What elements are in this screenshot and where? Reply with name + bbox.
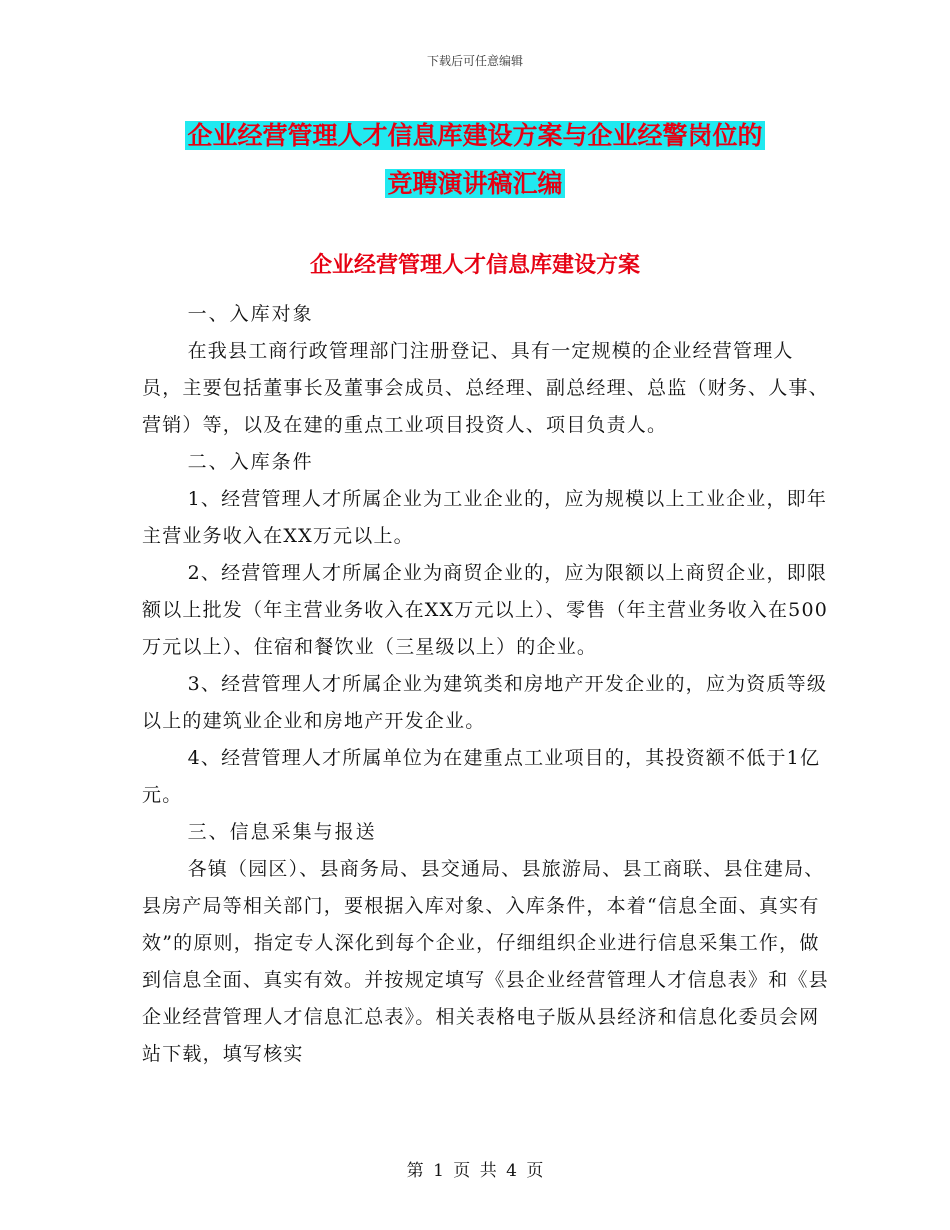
- document-body: [142, 296, 832, 1073]
- heading-intake-subjects: 一、入库对象: [187, 303, 314, 325]
- paragraph-intake-subjects: 在我县工商行政管理部门注册登记、具有一定规模的企业经营管理人员，主要包括董事长及董事会成员、总经理、副总经理、总监（财务、人事、营销）等，以及在建的重点工业项目投资人、项目负责人。: [142, 340, 829, 436]
- title-line-2: 竞聘演讲稿汇编: [387, 169, 563, 198]
- paragraph-condition-3: 3、经营管理人才所属企业为建筑类和房地产开发企业的，应为资质等级以上的建筑业企业和房地产开发企业。: [142, 673, 828, 732]
- section-title: 企业经营管理人才信息库建设方案: [309, 252, 640, 278]
- paragraph-condition-2: 2、经营管理人才所属企业为商贸企业的，应为限额以上商贸企业，即限额以上批发（年主营业务收入在XX万元以上）、零售（年主营业务收入在500万元以上）、住宿和餐饮业（三星级以上）的企业。: [142, 562, 829, 658]
- heading-intake-conditions: 二、入库条件: [187, 451, 314, 473]
- paragraph-info-collection: 各镇（园区）、县商务局、县交通局、县旅游局、县工商联、县住建局、县房产局等相关部门，要根据入库对象、入库条件，本着“信息全面、真实有效”的原则，指定专人深化到每个企业，仔细组织企业进行信息采集工作，做到信息全面、真实有效。并按规定填写《县企业经营管理人才信息表》和《县企业经营管理人才信息汇总表》。相关表格电子版从县经济和信息化委员会网站下载，填写核实: [142, 858, 829, 1065]
- header-note: 下载后可任意编辑: [426, 54, 523, 68]
- heading-info-collection: 三、信息采集与报送: [187, 821, 377, 843]
- document-title: [0, 112, 950, 208]
- page-footer: 第 1 页 共 4 页: [406, 1161, 544, 1181]
- title-line-1: 企业经营管理人才信息库建设方案与企业经警岗位的: [187, 121, 763, 150]
- paragraph-condition-4: 4、经营管理人才所属单位为在建重点工业项目的，其投资额不低于1亿元。: [142, 747, 821, 806]
- paragraph-condition-1: 1、经营管理人才所属企业为工业企业的，应为规模以上工业企业，即年主营业务收入在XX万元以上。: [142, 488, 828, 547]
